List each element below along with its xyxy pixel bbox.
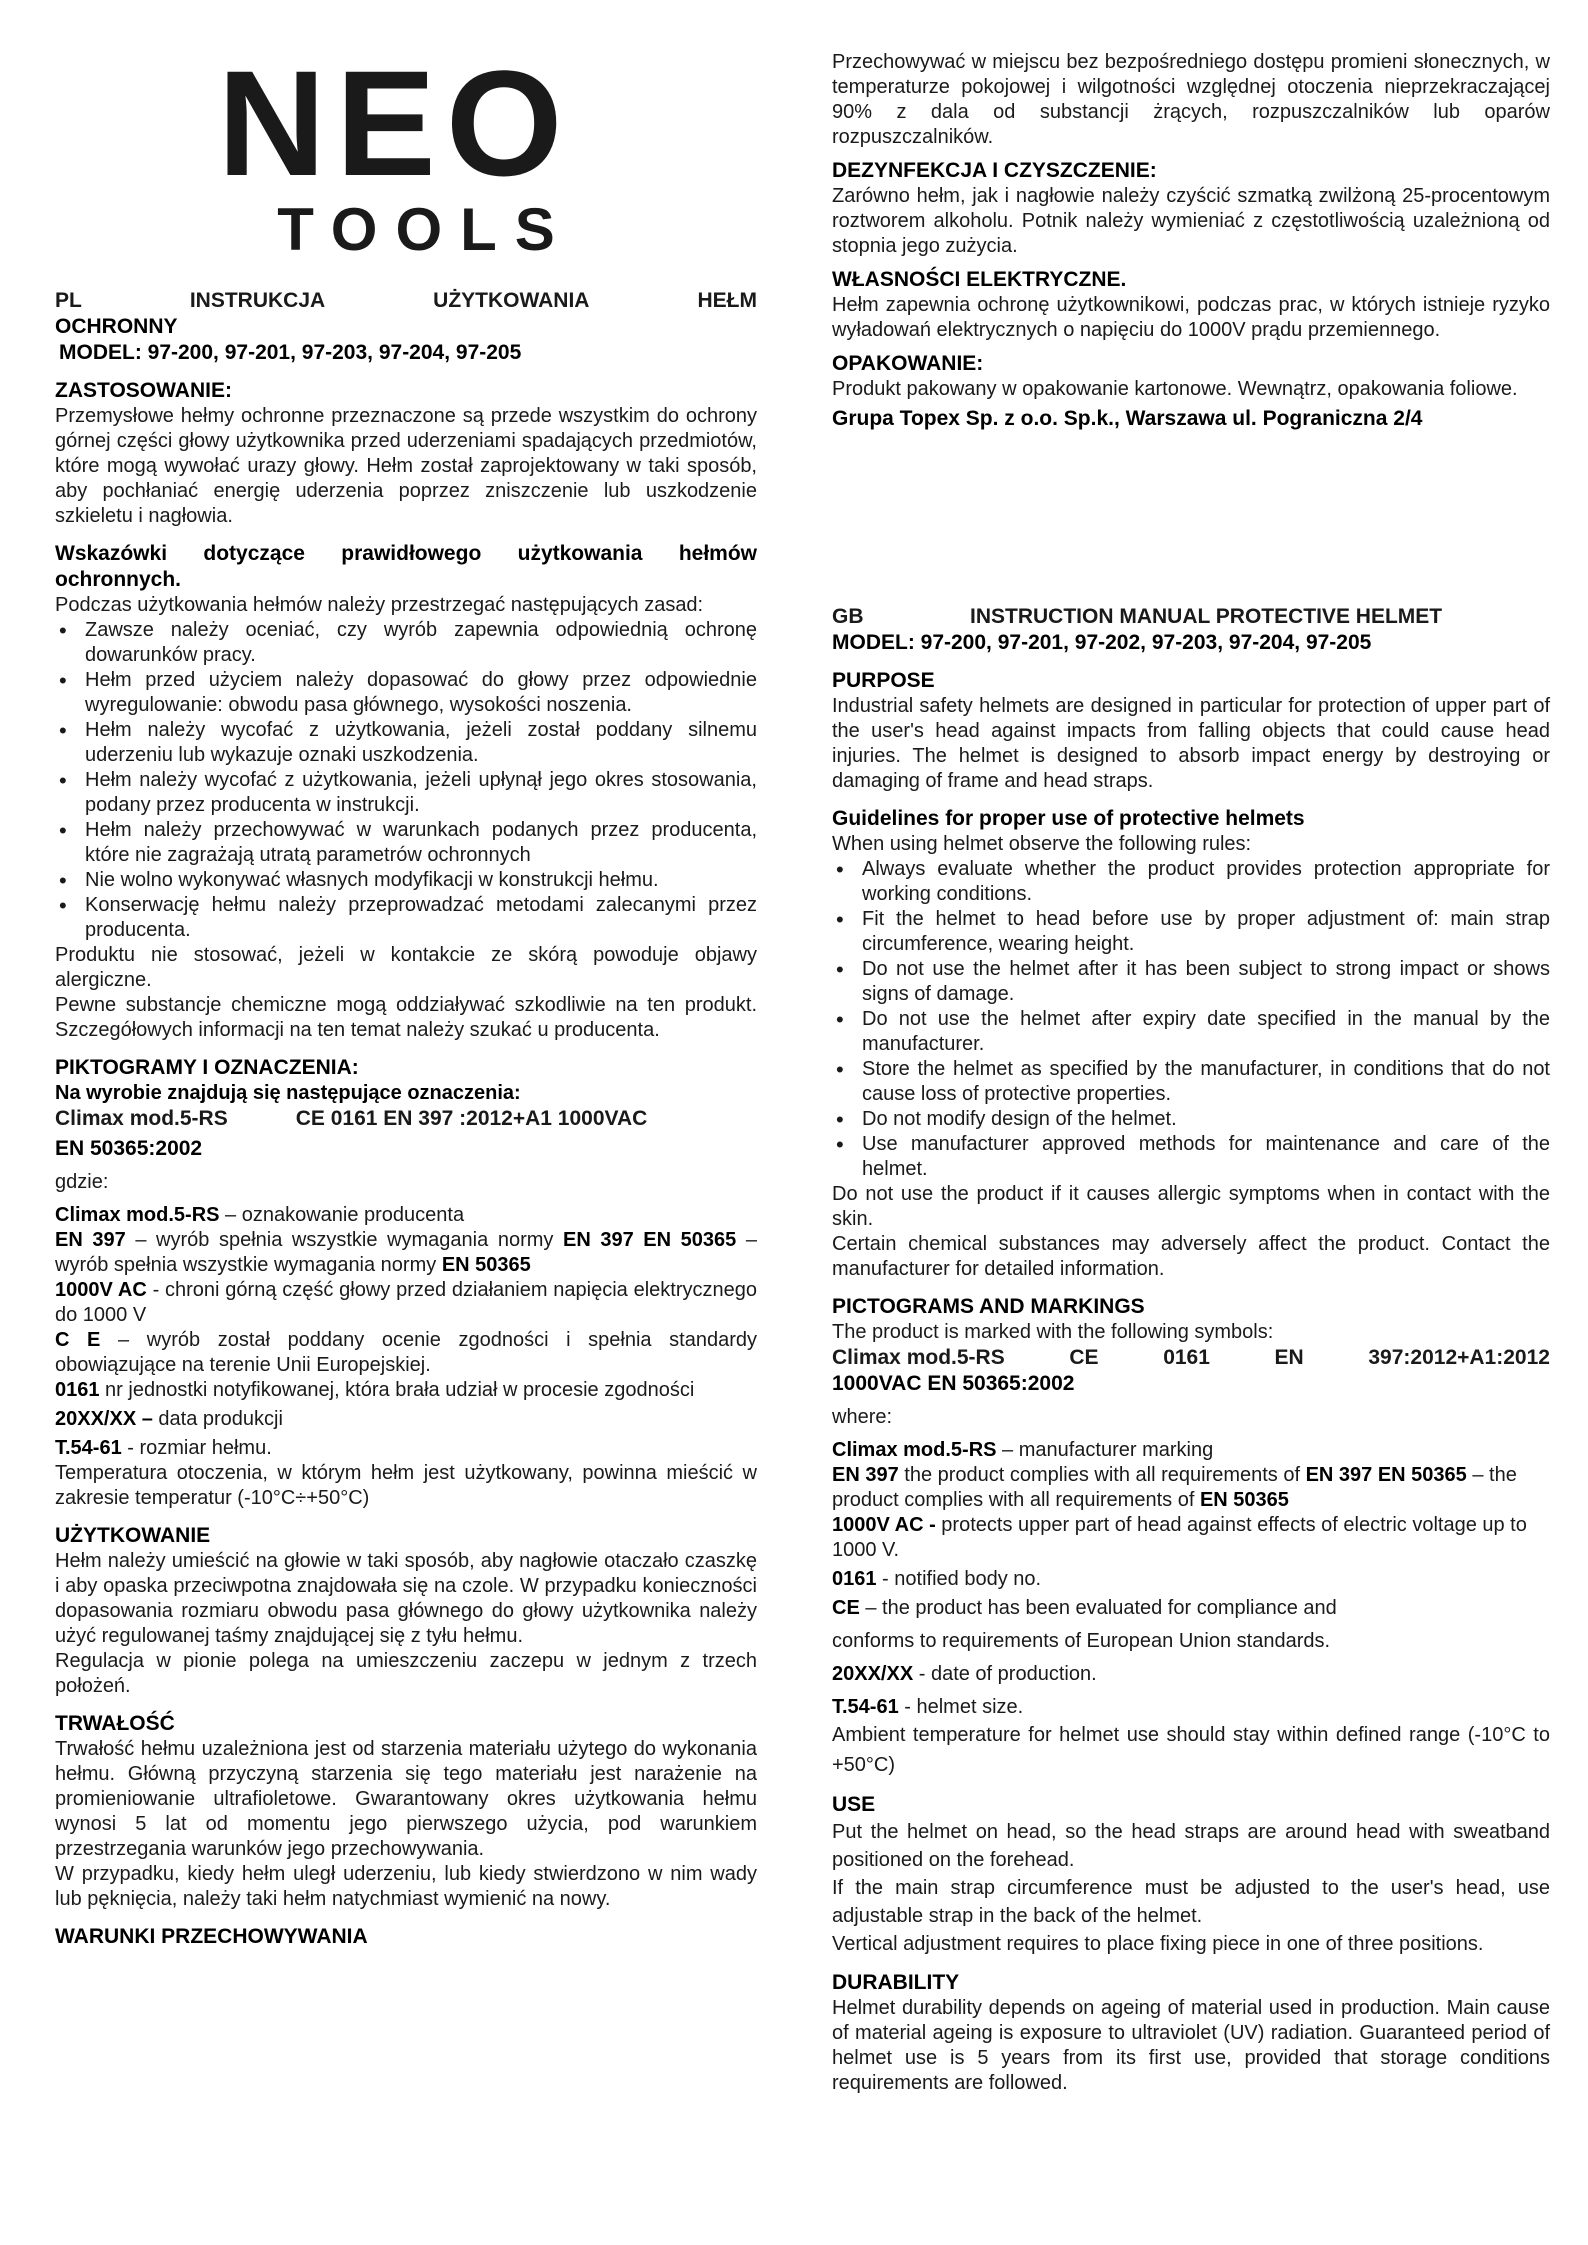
term: EN 50365: [1199, 1489, 1289, 1511]
definition: - date of production.: [913, 1663, 1097, 1685]
definition: - rozmiar hełmu.: [121, 1437, 272, 1459]
list-item: • Zawsze należy oceniać, czy wyrób zapewnia odpowiednią ochronę dowarunków pracy.: [55, 618, 757, 668]
pl-piktogramy-title: PIKTOGRAMY I OZNACZENIA:: [55, 1056, 359, 1079]
gb-def-6: [832, 1662, 1550, 1687]
gb-title: INSTRUCTION MANUAL PROTECTIVE HELMET: [970, 605, 1443, 628]
definition: the product complies with all requirements of: [898, 1464, 1306, 1486]
pl-uzytkowanie-title: UŻYTKOWANIE: [55, 1524, 211, 1547]
list-item: • Store the helmet as specified by the manufacturer, in conditions that do not cause loss of protective properties.: [832, 1057, 1550, 1107]
gb-purpose-text: Industrial safety helmets are designed in particular for protection of upper part of the user's head against impacts from falling objects that could cause head injuries. The helmet is designed to absorb impact energy by destroying or damaging of frame and head straps.: [832, 695, 1550, 792]
pl-dezynfekcja-text: Zarówno hełm, jak i nagłowie należy czyścić szmatką zwilżoną 25-procentowym roztworem alkoholu. Potnik należy wymieniać z częstotliwością uzależnioną od stopnia jego zużycia.: [832, 185, 1550, 257]
pl-wlasnosci-title: WŁASNOŚCI ELEKTRYCZNE.: [832, 268, 1127, 291]
gb-def-1: [832, 1438, 1550, 1463]
gb-guidelines-list: [832, 857, 1550, 1182]
pl-model: MODEL: 97-200, 97-201, 97-203, 97-204, 97-205: [59, 341, 522, 364]
pl-def-2: [55, 1228, 757, 1278]
gb-def-4: [832, 1567, 1550, 1592]
gb-lang: GB: [832, 605, 864, 628]
list-item: • Hełm przed użyciem należy dopasować do głowy przez odpowiednie wyregulowanie: obwodu pasa głównego, wysokości noszenia.: [55, 668, 757, 718]
logo-sub: TOOLS: [277, 196, 573, 260]
gb-marking-line: [832, 1345, 1550, 1371]
definition: – wyrób spełnia wszystkie wymagania normy: [125, 1229, 563, 1251]
pl-chemia: Pewne substancje chemiczne mogą oddziaływać szkodliwie na ten produkt. Szczegółowych informacji na ten temat należy szukać u producenta.: [55, 994, 757, 1041]
pl-header-cont: OCHRONNY: [55, 315, 178, 338]
gb-durability-title: DURABILITY: [832, 1971, 960, 1994]
term: 0161: [832, 1568, 877, 1590]
term: T.54-61: [55, 1437, 122, 1459]
term: EN 397: [55, 1229, 126, 1251]
list-item: • Do not use the helmet after expiry date specified in the manual by the manufacturer.: [832, 1007, 1550, 1057]
pl-opakowanie-text: Produkt pakowany w opakowanie kartonowe. Wewnątrz, opakowania foliowe.: [832, 378, 1518, 400]
gb-mark: Climax mod.5-RS: [832, 1346, 1005, 1369]
gb-mark: CE: [1069, 1346, 1099, 1369]
pl-def-6: [55, 1407, 757, 1432]
gb-use-title: USE: [832, 1793, 876, 1816]
pl-zastosowanie-title: ZASTOSOWANIE:: [55, 379, 232, 402]
term: EN 397 EN 50365: [562, 1229, 737, 1251]
neo-tools-logo: [160, 60, 630, 260]
list-item: • Use manufacturer approved methods for maintenance and care of the helmet.: [832, 1132, 1550, 1182]
gb-mark-line2: 1000VAC EN 50365:2002: [832, 1372, 1075, 1395]
gb-column: [832, 604, 1550, 2096]
list-item: • Hełm należy wycofać z użytkowania, jeżeli został poddany silnemu uderzeniu lub wykazuje oznaki uszkodzenia.: [55, 718, 757, 768]
pl-wlasnosci-text: Hełm zapewnia ochronę użytkownikowi, podczas prac, w których istnieje ryzyko wyładowań elektrycznych o napięciu do 1000V prądu przemiennego.: [832, 294, 1550, 341]
term: 0161: [55, 1379, 100, 1401]
gb-durability-text: Helmet durability depends on ageing of material used in production. Main cause of material ageing is exposure to ultraviolet (UV) radiation. Guaranteed period of helmet use is 5 years from its first use, provided that storage conditions requirements are followed.: [832, 1997, 1550, 2094]
definition: protects upper part of head against effects of electric voltage up to 1000 V.: [832, 1514, 1527, 1561]
pl-def-7: [55, 1436, 757, 1461]
pl-lang: PL: [55, 289, 82, 312]
definition: nr jednostki notyfikowanej, która brała udział w procesie zgodności: [99, 1379, 695, 1401]
gb-use-1: Put the helmet on head, so the head straps are around head with sweatband positioned on the forehead.: [832, 1821, 1550, 1871]
gb-chemicals: Certain chemical substances may adversely affect the product. Contact the manufacturer for detailed information.: [832, 1233, 1550, 1280]
pl-trwalosc-text: Trwałość hełmu uzależniona jest od starzenia materiału użytego do wykonania hełmu. Główną przyczyną starzenia się tego materiału jest narażenie na promieniowanie ultrafioletowe. Gwarantowany okres użytkowania hełmu wynosi 5 lat od momentu jego pierwszego użycia, pod warunkiem przestrzegania warunków jego przechowywania.: [55, 1738, 757, 1860]
pl-temperatura: Temperatura otoczenia, w którym hełm jest użytkowany, powinna mieścić w zakresie temperatur (-10°C÷+50°C): [55, 1462, 757, 1509]
term: 1000V AC: [55, 1279, 147, 1301]
list-item: • Nie wolno wykonywać własnych modyfikacji w konstrukcji hełmu.: [55, 868, 757, 893]
definition: - chroni górną część głowy przed działaniem napięcia elektrycznego do 1000 V: [55, 1279, 757, 1326]
pl-wskazowki-intro: Podczas użytkowania hełmów należy przestrzegać następujących zasad:: [55, 594, 704, 616]
definition: - notified body no.: [876, 1568, 1042, 1590]
definition: – oznakowanie producenta: [219, 1204, 465, 1226]
pl-opakowanie-title: OPAKOWANIE:: [832, 352, 984, 375]
list-item: • Konserwację hełmu należy przeprowadzać metodami zalecanymi przez producenta.: [55, 893, 757, 943]
gb-mark: 0161: [1163, 1346, 1210, 1369]
term: T.54-61: [832, 1696, 899, 1718]
pl-column-continued: [832, 50, 1550, 432]
term: EN 397 EN 50365: [1305, 1464, 1467, 1486]
list-item: • Always evaluate whether the product provides protection appropriate for working conditions.: [832, 857, 1550, 907]
term: C E: [55, 1329, 101, 1351]
gb-def-3: [832, 1513, 1550, 1563]
list-item: • Do not modify design of the helmet.: [832, 1107, 1550, 1132]
pl-def-3: [55, 1278, 757, 1328]
pl-dezynfekcja-title: DEZYNFEKCJA I CZYSZCZENIE:: [832, 159, 1157, 182]
pl-mark-b: CE 0161 EN 397 :2012+A1 1000VAC: [295, 1107, 648, 1130]
gb-use-2: If the main strap circumference must be adjusted to the user's head, use adjustable strap in the back of the helmet.: [832, 1877, 1550, 1927]
gb-mark: 397:2012+A1:2012: [1368, 1346, 1550, 1369]
gb-def-7: [832, 1695, 1550, 1720]
gb-use-3: Vertical adjustment requires to place fixing piece in one of three positions.: [832, 1933, 1484, 1955]
definition: – wyrób spełnia wszystkie wymagania normy: [55, 1229, 758, 1276]
pl-company: Grupa Topex Sp. z o.o. Sp.k., Warszawa ul. Pograniczna 2/4: [832, 407, 1423, 430]
pl-header-word: INSTRUKCJA: [189, 289, 326, 312]
pl-column: [55, 288, 757, 1950]
gb-pictograms-title: PICTOGRAMS AND MARKINGS: [832, 1295, 1145, 1318]
pl-zastosowanie-text: Przemysłowe hełmy ochronne przeznaczone są przede wszystkim do ochrony górnej części głowy użytkownika przed uderzeniami spadających przedmiotów, które mogą wywołać urazy głowy. Hełm został zaprojektowany w taki sposób, aby pochłaniać energię uderzenia poprzez zniszczenie lub uszkodzenie szkieletu i nagłowia.: [55, 405, 757, 527]
pl-uzytkowanie-text2: Regulacja w pionie polega na umieszczeniu zaczepu w jednym z trzech położeń.: [55, 1650, 757, 1697]
gb-mark: EN: [1274, 1346, 1304, 1369]
gb-purpose-title: PURPOSE: [832, 669, 935, 692]
pl-wskazowki-list: [55, 618, 757, 943]
pl-alergia: Produktu nie stosować, jeżeli w kontakcie ze skórą powoduje objawy alergiczne.: [55, 944, 757, 991]
pl-def-4: [55, 1328, 757, 1378]
pl-wskazowki-title: Wskazówki dotyczące prawidłowego użytkowania hełmów ochronnych.: [55, 542, 757, 591]
pl-trwalosc-text2: W przypadku, kiedy hełm uległ uderzeniu, lub kiedy stwierdzono w nim wady lub pęknięcia, należy taki hełm natychmiast wymienić na nowy.: [55, 1863, 757, 1910]
definition: – wyrób został poddany ocenie zgodności i spełnia standardy obowiązujące na terenie Unii Europejskiej.: [55, 1329, 757, 1376]
term: Climax mod.5-RS: [832, 1439, 997, 1461]
pl-mark-a: Climax mod.5-RS: [55, 1107, 228, 1130]
gb-def-5: [832, 1596, 1550, 1621]
gb-allergy: Do not use the product if it causes allergic symptoms when in contact with the skin.: [832, 1183, 1550, 1230]
gb-def-2: [832, 1463, 1550, 1513]
pl-uzytkowanie-text: Hełm należy umieścić na głowie w taki sposób, aby nagłowie otaczało czaszkę i aby opaska przeciwpotna znajdowała się na czole. W przypadku konieczności dopasowania rozmiaru obwodu pasa głównego do głowy użytkownika należy użyć regulowanej taśmy znajdującej się z tyłu hełmu.: [55, 1550, 757, 1647]
definition: – the product complies with all requirements of: [832, 1464, 1517, 1511]
gb-header: [832, 604, 1550, 630]
pl-trwalosc-title: TRWAŁOŚĆ: [55, 1712, 175, 1735]
pl-warunki-title: WARUNKI PRZECHOWYWANIA: [55, 1925, 368, 1948]
gb-pictograms-sub: The product is marked with the following symbols:: [832, 1321, 1274, 1343]
gb-where: where:: [832, 1406, 893, 1428]
term: CE: [832, 1597, 860, 1619]
term: 20XX/XX –: [55, 1408, 153, 1430]
pl-warunki-text: Przechowywać w miejscu bez bezpośredniego dostępu promieni słonecznych, w temperaturze pokojowej i wilgotności względnej otoczenia nieprzekraczającej 90% z dala od substancji żrących, rozpuszczalników lub oparów rozpuszczalników.: [832, 51, 1550, 148]
pl-header: [55, 288, 757, 314]
definition: data produkcji: [152, 1408, 283, 1430]
list-item: • Hełm należy wycofać z użytkowania, jeżeli upłynął jego okres stosowania, podany przez producenta w instrukcji.: [55, 768, 757, 818]
definition: - helmet size.: [898, 1696, 1024, 1718]
list-item: • Hełm należy przechowywać w warunkach podanych przez producenta, które nie zagrażają utratą parametrów ochronnych: [55, 818, 757, 868]
pl-header-word: HEŁM: [697, 289, 757, 312]
term: 20XX/XX: [832, 1663, 914, 1685]
pl-mark-c: EN 50365:2002: [55, 1137, 203, 1160]
pl-def-1: [55, 1203, 757, 1228]
term: EN 50365: [441, 1254, 531, 1276]
definition: – manufacturer marking: [996, 1439, 1214, 1461]
pl-marking-line: [55, 1106, 757, 1132]
list-item: • Do not use the helmet after it has been subject to strong impact or shows signs of damage.: [832, 957, 1550, 1007]
gb-guidelines-title: Guidelines for proper use of protective helmets: [832, 807, 1305, 830]
pl-gdzie: gdzie:: [55, 1171, 109, 1193]
term: EN 397: [832, 1464, 899, 1486]
list-item: • Fit the helmet to head before use by proper adjustment of: main strap circumference, wearing height.: [832, 907, 1550, 957]
gb-guidelines-intro: When using helmet observe the following rules:: [832, 833, 1252, 855]
pl-piktogramy-sub: Na wyrobie znajdują się następujące oznaczenia:: [55, 1082, 521, 1104]
gb-def-5-cont: conforms to requirements of European Union standards.: [832, 1630, 1331, 1652]
logo-brand: NEO: [217, 60, 573, 207]
term: 1000V AC -: [832, 1514, 936, 1536]
term: Climax mod.5-RS: [55, 1204, 220, 1226]
definition: – the product has been evaluated for compliance and: [859, 1597, 1337, 1619]
pl-header-word: UŻYTKOWANIA: [433, 289, 590, 312]
gb-model: MODEL: 97-200, 97-201, 97-202, 97-203, 97-204, 97-205: [832, 631, 1372, 654]
pl-def-5: [55, 1378, 757, 1403]
gb-ambient: Ambient temperature for helmet use should stay within defined range (-10°C to +50°C): [832, 1724, 1550, 1776]
